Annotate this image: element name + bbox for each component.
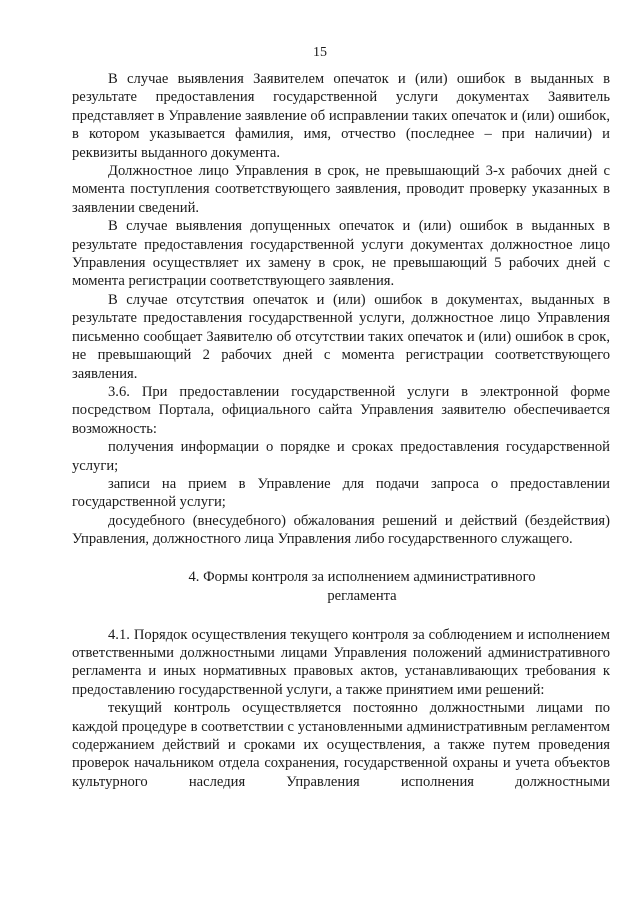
page-body [72, 70, 610, 791]
paragraph-section-3-6: 3.6. При предоставлении государственной услуги в электронной форме посредством Портала, официального сайта Управления заявителю обеспечивается возможность: [72, 383, 610, 437]
page-number: 15 [313, 45, 327, 60]
list-item-information: получения информации о порядке и сроках предоставления государственной услуги; [72, 439, 610, 474]
paragraph-current-control: текущий контроль осуществляется постоянно должностными лицами по каждой процедуре в соответствии с установленными административным регламентом содержанием действий и сроками их осуществления, а также путем проведения проверок начальником отдела сохранения, государственной охраны и учета объектов культурного наследия Управления исполнения должностными [72, 700, 610, 790]
list-item-appeal: досудебного (внесудебного) обжалования решений и действий (бездействия) Управления, должностного лица Управления либо государственного служащего. [72, 512, 610, 548]
paragraph-section-4-1: 4.1. Порядок осуществления текущего контроля за соблюдением и исполнением ответственными должностными лицами Управления положений административного регламента и иных нормативных правовых актов, устанавливающих требования к предоставлению государственной услуги, а также принятием ими решений: [72, 626, 610, 698]
paragraph-no-errors: В случае отсутствия опечаток и (или) ошибок в документах, выданных в результате предоставления государственной услуги, должностное лицо Управления письменно сообщает Заявителю об отсутствии таких опечаток и (или) ошибок в срок, не превышающий 2 рабочих дней с момента регистрации соответствующего заявления. [72, 291, 610, 382]
spacer [72, 549, 610, 568]
section-heading-line1: 4. Формы контроля за исполнением административного [188, 568, 536, 585]
section-heading-line2: регламента [327, 587, 397, 604]
paragraph-official-check: Должностное лицо Управления в срок, не превышающий 3-х рабочих дней с момента поступления соответствующего заявления, проводит проверку указанных в заявлении сведений. [72, 163, 610, 216]
spacer [72, 606, 610, 626]
paragraph-typo-report: В случае выявления Заявителем опечаток и (или) ошибок в выданных в результате предоставления государственной услуги документах Заявитель представляет в Управление заявление об исправлении таких опечаток и (или) ошибок, в котором указывается фамилия, имя, отчество (последнее – при наличии) и реквизиты выданного документа. [72, 71, 610, 161]
paragraph-replacement: В случае выявления допущенных опечаток и (или) ошибок в выданных в результате предоставления государственной услуги документах должностное лицо Управления осуществляет их замену в срок, не превышающий 5 рабочих дней с момента регистрации соответствующего заявления. [72, 218, 610, 290]
list-item-appointment: записи на прием в Управление для подачи запроса о предоставлении государственной услуги; [72, 475, 610, 511]
